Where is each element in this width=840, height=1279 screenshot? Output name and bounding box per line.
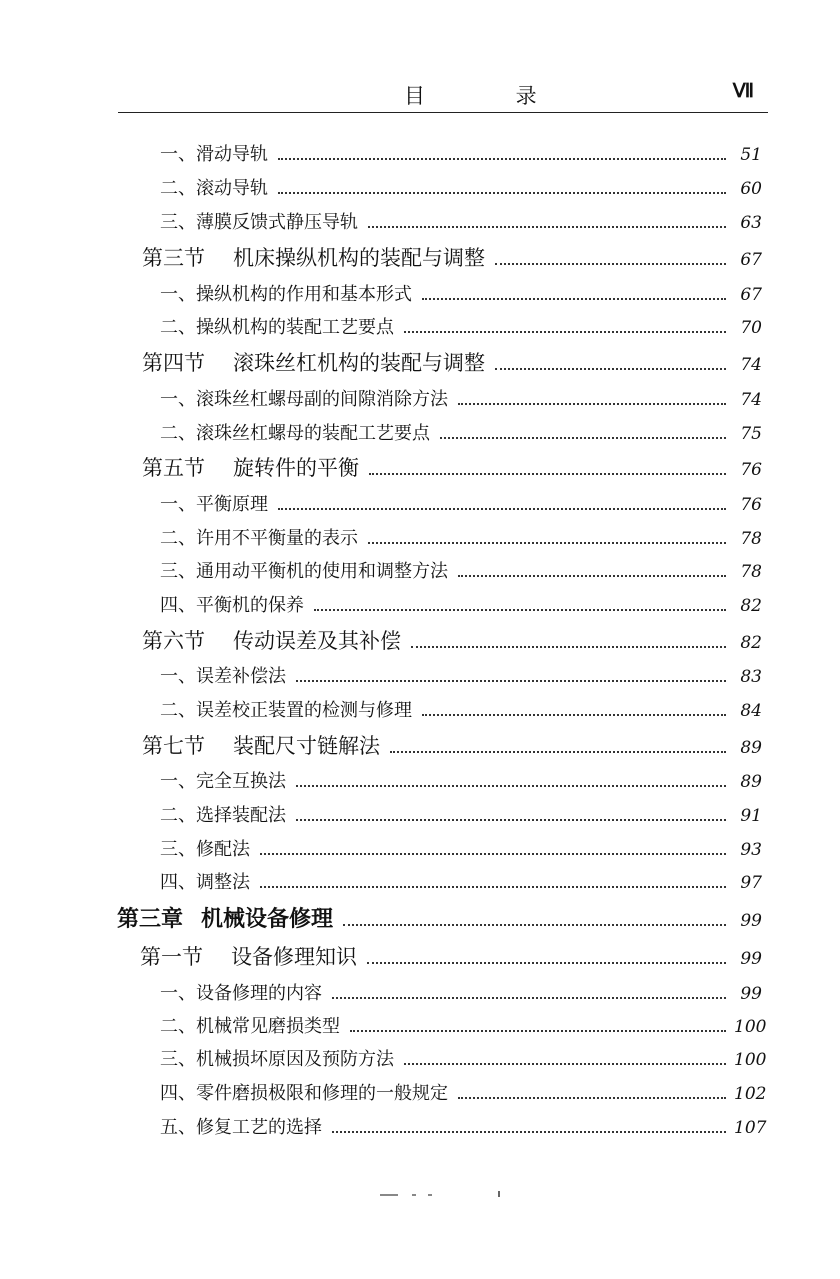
toc-entry-page: 97 — [740, 873, 762, 893]
toc-entry-page: 91 — [740, 806, 762, 826]
toc-entry-label: 二、操纵机构的装配工艺要点 — [160, 317, 394, 338]
toc-entry-label: 一、完全互换法 — [160, 771, 286, 792]
dot-leader — [368, 225, 726, 228]
toc-entry-page: 78 — [740, 562, 762, 582]
toc-entry-page: 78 — [740, 529, 762, 549]
toc-section[interactable] — [142, 242, 762, 272]
toc-section-number: 第六节 — [142, 629, 205, 653]
toc-entry-label: 三、薄膜反馈式静压导轨 — [160, 212, 358, 233]
toc-section[interactable] — [142, 730, 762, 760]
toc-entry[interactable] — [160, 280, 762, 306]
toc-entry[interactable] — [160, 1079, 767, 1105]
scan-smudge-icon — [380, 1190, 500, 1200]
toc-section-title: 机床操纵机构的装配与调整 — [233, 246, 485, 270]
toc-entry-page: 99 — [740, 911, 762, 931]
toc-entry-page: 82 — [740, 633, 762, 653]
toc-entry[interactable] — [160, 835, 762, 861]
dot-leader — [411, 645, 726, 648]
toc-entry[interactable] — [160, 313, 762, 339]
toc-entry-page: 107 — [734, 1118, 767, 1138]
toc-entry-label: 三、修配法 — [160, 839, 250, 860]
toc-entry-page: 89 — [740, 772, 762, 792]
toc-entry-label: 二、选择装配法 — [160, 805, 286, 826]
toc-entry[interactable] — [160, 524, 762, 550]
toc-entry-page: 70 — [740, 318, 762, 338]
scan-artifact — [380, 1190, 500, 1200]
dot-leader — [332, 996, 726, 999]
dot-leader — [404, 1062, 726, 1065]
dot-leader — [440, 436, 726, 439]
toc-entry[interactable] — [160, 1045, 767, 1071]
toc-section-number: 第四节 — [142, 351, 205, 375]
toc-entry-page: 67 — [740, 285, 762, 305]
toc-entry-page: 99 — [740, 984, 762, 1004]
dot-leader — [404, 330, 726, 333]
toc-entry[interactable] — [160, 419, 762, 445]
dot-leader — [458, 402, 726, 405]
toc-entry[interactable] — [160, 591, 762, 617]
toc-entry-page: 74 — [740, 390, 762, 410]
toc-entry[interactable] — [160, 801, 762, 827]
toc-entry[interactable] — [160, 557, 762, 583]
toc-entry[interactable] — [160, 767, 762, 793]
dot-leader — [368, 541, 726, 544]
dot-leader — [495, 262, 726, 265]
toc-section-title: 传动误差及其补偿 — [233, 629, 401, 653]
toc-entry-label: 一、滚珠丝杠螺母副的间隙消除方法 — [160, 389, 448, 410]
dot-leader — [296, 818, 726, 821]
dot-leader — [278, 157, 726, 160]
toc-entry[interactable] — [160, 662, 762, 688]
toc-section-title: 旋转件的平衡 — [233, 456, 359, 480]
dot-leader — [422, 297, 726, 300]
toc-entry-label: 四、平衡机的保养 — [160, 595, 304, 616]
toc-chapter-number: 第三章 — [117, 907, 184, 932]
toc-entry[interactable] — [160, 208, 762, 234]
toc-section[interactable] — [142, 625, 762, 655]
toc-entry-page: 89 — [740, 738, 762, 758]
dot-leader — [350, 1029, 726, 1032]
toc-chapter[interactable] — [117, 902, 762, 933]
toc-section[interactable] — [142, 452, 762, 482]
toc-entry-page: 83 — [740, 667, 762, 687]
toc-entry[interactable] — [160, 490, 762, 516]
toc-entry-label: 二、机械常见磨损类型 — [160, 1016, 340, 1037]
toc-entry[interactable] — [160, 1012, 767, 1038]
toc-entry-label: 一、操纵机构的作用和基本形式 — [160, 284, 412, 305]
dot-leader — [343, 923, 726, 926]
toc-chapter-title: 机械设备修理 — [201, 907, 334, 932]
toc-entry-page: 76 — [740, 495, 762, 515]
toc-section[interactable] — [142, 347, 762, 377]
dot-leader — [296, 679, 726, 682]
toc-section-number: 第一节 — [140, 945, 203, 969]
dot-leader — [369, 472, 726, 475]
toc-entry-label: 一、误差补偿法 — [160, 666, 286, 687]
toc-entry-label: 二、滚动导轨 — [160, 178, 268, 199]
toc-entry-page: 82 — [740, 596, 762, 616]
toc-entry-label: 三、通用动平衡机的使用和调整方法 — [160, 561, 448, 582]
toc-entry-label: 一、滑动导轨 — [160, 144, 268, 165]
toc-section-number: 第三节 — [142, 246, 205, 270]
dot-leader — [314, 608, 726, 611]
dot-leader — [278, 507, 726, 510]
toc-entry[interactable] — [160, 868, 762, 894]
toc-section-number: 第五节 — [142, 456, 205, 480]
toc-section[interactable] — [140, 941, 762, 971]
toc-entry-page: 84 — [740, 701, 762, 721]
toc-entry-page: 100 — [734, 1017, 767, 1037]
toc-section-title: 滚珠丝杠机构的装配与调整 — [233, 351, 485, 375]
toc-entry[interactable] — [160, 385, 762, 411]
toc-section-title: 装配尺寸链解法 — [233, 734, 380, 758]
dot-leader — [296, 784, 726, 787]
dot-leader — [422, 713, 726, 716]
dot-leader — [458, 574, 726, 577]
toc-entry-page: 60 — [740, 179, 762, 199]
toc-entry-page: 67 — [740, 250, 762, 270]
toc-section-title: 设备修理知识 — [231, 945, 357, 969]
dot-leader — [278, 191, 726, 194]
page-title: 目 录 — [404, 84, 579, 108]
dot-leader — [260, 885, 726, 888]
toc-entry[interactable] — [160, 174, 762, 200]
toc-entry-page: 74 — [740, 355, 762, 375]
dot-leader — [332, 1130, 726, 1133]
dot-leader — [458, 1096, 726, 1099]
toc-entry-page: 102 — [734, 1084, 767, 1104]
toc-entry-page: 100 — [734, 1050, 767, 1070]
toc-entry-page: 51 — [740, 145, 762, 165]
toc-entry-label: 五、修复工艺的选择 — [160, 1117, 322, 1138]
dot-leader — [367, 961, 726, 964]
toc-entry-label: 四、零件磨损极限和修理的一般规定 — [160, 1083, 448, 1104]
dot-leader — [390, 750, 726, 753]
toc-entry-label: 二、许用不平衡量的表示 — [160, 528, 358, 549]
toc-entry[interactable] — [160, 979, 762, 1005]
toc-entry-page: 76 — [740, 460, 762, 480]
toc-entry-label: 一、设备修理的内容 — [160, 983, 322, 1004]
dot-leader — [495, 367, 726, 370]
toc-section-number: 第七节 — [142, 734, 205, 758]
toc-entry-label: 二、误差校正装置的检测与修理 — [160, 700, 412, 721]
page-number: Ⅶ — [732, 81, 754, 102]
toc-entry-label: 三、机械损坏原因及预防方法 — [160, 1049, 394, 1070]
toc-entry-page: 63 — [740, 213, 762, 233]
toc-entry-page: 75 — [740, 424, 762, 444]
toc-entry[interactable] — [160, 696, 762, 722]
toc-entry-page: 93 — [740, 840, 762, 860]
page-header — [118, 72, 768, 113]
toc-entry[interactable] — [160, 1113, 767, 1139]
toc-entry-label: 一、平衡原理 — [160, 494, 268, 515]
toc-entry-label: 二、滚珠丝杠螺母的装配工艺要点 — [160, 423, 430, 444]
toc-entry-page: 99 — [740, 949, 762, 969]
toc-entry-label: 四、调整法 — [160, 872, 250, 893]
toc-entry[interactable] — [160, 140, 762, 166]
dot-leader — [260, 852, 726, 855]
